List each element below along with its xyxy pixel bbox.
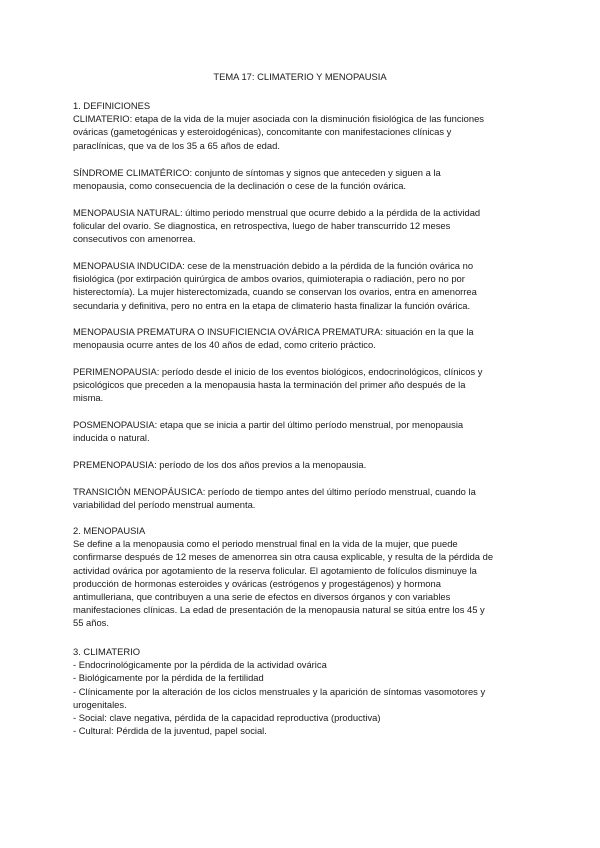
paragraph-line: inducida o natural. [73, 432, 150, 444]
paragraph-line: menopausia, como consecuencia de la declinación o cese de la función ovárica. [73, 180, 407, 192]
paragraph-line: ováricas (gametogénicas y esteroidogénicas), concomitante con manifestaciones clínicas y [73, 126, 452, 138]
paragraph-line: MENOPAUSIA INDUCIDA: cese de la menstruación debido a la pérdida de la función ovárica no [73, 260, 474, 271]
section-climaterio [73, 645, 525, 737]
list-item: - Biológicamente por la pérdida de la fertilidad [73, 672, 264, 684]
paragraph-line: MENOPAUSIA NATURAL: último periodo menstrual que ocurre debido a la pérdida de la actividad [73, 207, 481, 218]
list-item: - Endocrinológicamente por la pérdida de la actividad ovárica [73, 659, 327, 671]
paragraph-line: histerectomía). La mujer histerectomizada, cuando se conservan los ovarios, entra en amenorrea [73, 286, 477, 298]
paragraph-line: secundaria y definitiva, pero no entra en la etapa de climaterio hasta finalizar la función ovárica. [73, 299, 471, 311]
paragraph-line: 55 años. [73, 617, 109, 629]
paragraph-transicion-menopausica [73, 485, 525, 511]
paragraph-line: actividad ovárica por agotamiento de la reserva folicular. El agotamiento de folículos disminuye la [73, 564, 477, 576]
section-heading: 3. CLIMATERIO [73, 646, 141, 657]
paragraph-sindrome-climaterico [73, 166, 525, 192]
paragraph-line: manifestaciones clínicas. La edad de presentación de la menopausia natural se sitúa entre los 45 y [73, 604, 485, 616]
paragraph-line: menopausia ocurre antes de los 40 años de edad, como criterio práctico. [73, 339, 376, 351]
paragraph-line: antimulleriana, que contribuyen a una serie de efectos en diversos órganos y con variables [73, 591, 451, 603]
paragraph-line: PREMENOPAUSIA: período de los dos años previos a la menopausia. [73, 459, 367, 470]
section-heading: 1. DEFINICIONES [73, 100, 151, 111]
section-heading: 2. MENOPAUSIA [73, 525, 146, 536]
paragraph-perimenopausia [73, 365, 525, 405]
paragraph-line: SÍNDROME CLIMATÉRICO: conjunto de síntomas y signos que anteceden y siguen a la [73, 167, 441, 178]
paragraph-line: PERIMENOPAUSIA: período desde el inicio de los eventos biológicos, endocrinológicos, clínicos y [73, 366, 483, 377]
list-item: urogenitales. [73, 698, 127, 710]
section-definiciones [73, 99, 525, 152]
paragraph-posmenopausia [73, 418, 525, 444]
paragraph-line: consecutivos con amenorrea. [73, 233, 196, 245]
list-item: - Clínicamente por la alteración de los ciclos menstruales y la aparición de síntomas vasomotores y [73, 685, 486, 697]
paragraph-line: psicológicos que preceden a la menopausia hasta la terminación del primer año después de la [73, 379, 466, 391]
list-item: - Cultural: Pérdida de la juventud, papel social. [73, 725, 267, 737]
paragraph-line: misma. [73, 392, 104, 404]
paragraph-line: fisiológica (por extirpación quirúrgica de ambos ovarios, quimioterapia o radiación, pero no por [73, 273, 465, 285]
paragraph-line: POSMENOPAUSIA: etapa que se inicia a partir del último período menstrual, por menopausia [73, 419, 464, 430]
paragraph-line: producción de hormonas esteroides y ováricas (estrógenos y progestágenos) y hormona [73, 577, 441, 589]
paragraph-menopausia-prematura [73, 325, 525, 351]
paragraph-premenopausia [73, 458, 525, 471]
section-menopausia [73, 524, 525, 630]
document-title: TEMA 17: CLIMATERIO Y MENOPAUSIA [213, 71, 387, 82]
paragraph-menopausia-inducida [73, 259, 525, 312]
list-item: - Social: clave negativa, pérdida de la capacidad reproductiva (productiva) [73, 712, 381, 724]
paragraph-line: TRANSICIÓN MENOPÁUSICA: período de tiempo antes del último período menstrual, cuando la [73, 486, 476, 497]
paragraph-line: variabilidad del período menstrual aumenta. [73, 499, 256, 511]
paragraph-line: MENOPAUSIA PREMATURA O INSUFICIENCIA OVÁRICA PREMATURA: situación en la que la [73, 326, 474, 337]
paragraph-line: Se define a la menopausia como el periodo menstrual final en la vida de la mujer, que puede [73, 538, 458, 550]
paragraph-menopausia-natural [73, 206, 525, 246]
paragraph-line: confirmarse después de 12 meses de amenorrea sin otra causa explicable, y resulta de la pérdida de [73, 551, 494, 563]
paragraph-line: CLIMATERIO: etapa de la vida de la mujer asociada con la disminución fisiológica de las funciones [73, 113, 484, 125]
paragraph-line: paraclínicas, que va de los 35 a 65 años de edad. [73, 139, 280, 151]
paragraph-line: folicular del ovario. Se diagnostica, en retrospectiva, luego de haber transcurrido 12 meses [73, 220, 451, 232]
